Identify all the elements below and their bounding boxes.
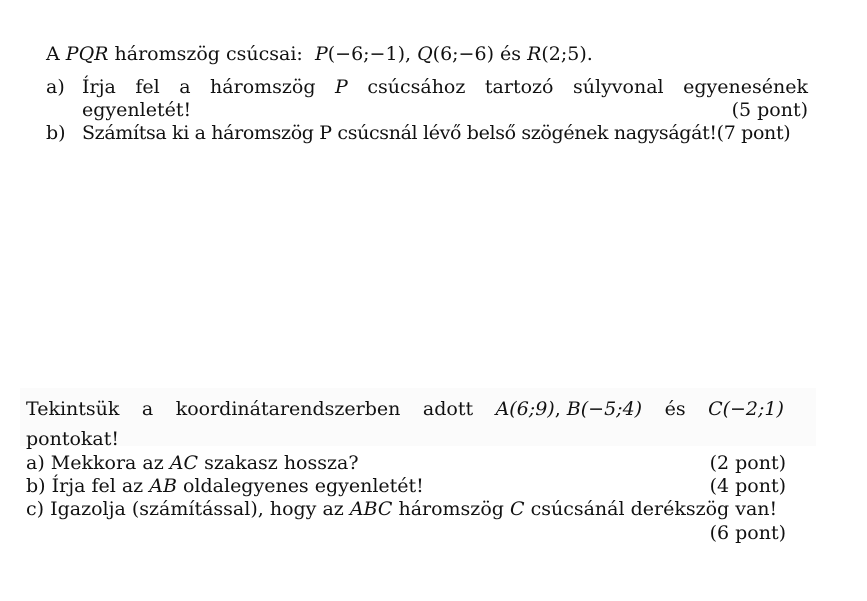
problem-1-b-text [82, 122, 790, 144]
point-a: A(6;9) [495, 398, 555, 420]
text: szakasz hossza? [204, 452, 359, 474]
subtask-label: b) [46, 122, 66, 144]
triangle-name: ABC [349, 498, 393, 520]
vertex-name: C [509, 498, 525, 520]
segment-name: AC [169, 452, 199, 474]
vertex-r-coords: (2;5) [541, 43, 587, 65]
problem-1-a-text [82, 76, 808, 98]
problem-2-c-points [710, 522, 786, 544]
vertex-p-name: P [314, 43, 328, 65]
comma: , [554, 398, 561, 420]
intro-cont: pontokat! [26, 428, 120, 450]
subtask-label: a) [46, 76, 65, 98]
problem-1-b-label [46, 122, 66, 144]
point-c: C(−2;1) [708, 398, 784, 420]
problem-2-intro [26, 398, 784, 420]
word: egyenesének [683, 76, 808, 98]
subtask-text: Számítsa ki a háromszög P csúcsnál lévő belső szögének nagyságát!(7 pont) [82, 122, 791, 144]
problem-2-a [26, 452, 786, 474]
problem-1-a-cont [82, 99, 808, 121]
word: tartozó [484, 76, 554, 98]
word: háromszög [210, 76, 316, 98]
word: P [335, 76, 348, 98]
text: háromszög [398, 498, 504, 520]
triangle-name: PQR [65, 43, 109, 65]
points-badge: (5 pont) [731, 99, 808, 121]
word: csúcsához [367, 76, 466, 98]
word: fel [135, 76, 160, 98]
problem-2-intro-cont [26, 428, 119, 450]
word: adott [422, 398, 474, 420]
problem-2-c [26, 498, 777, 520]
points-badge: (2 pont) [709, 452, 786, 474]
intro-text: háromszög csúcsai: [114, 43, 303, 65]
text: c) Igazolja (számítással), hogy az [26, 498, 344, 520]
text: csúcsánál derékszög van! [530, 498, 778, 520]
text: a) Mekkora az [26, 452, 164, 474]
word: súlyvonal [573, 76, 664, 98]
vertex-q-name: Q [417, 43, 433, 65]
word: Írja [82, 76, 116, 98]
points-badge: (4 pont) [709, 475, 786, 497]
text: b) Írja fel az [26, 475, 144, 497]
word: a [141, 398, 154, 420]
word: a [179, 76, 191, 98]
intro-prefix: A [46, 43, 60, 65]
problem-1-a-label [46, 76, 65, 98]
subtask-text [26, 475, 424, 497]
vertex-r-name: R [527, 43, 542, 65]
word: koordinátarendszerben [175, 398, 401, 420]
point-a-and-b [496, 398, 643, 420]
problem-1-intro [46, 43, 593, 65]
word: Tekintsük [26, 398, 120, 420]
points-badge: (6 pont) [709, 522, 786, 544]
point-b: B(−5;4) [566, 398, 643, 420]
conjunction: és [664, 398, 686, 420]
text: oldalegyenes egyenletét! [182, 475, 424, 497]
separator: , [404, 43, 412, 65]
segment-name: AB [149, 475, 177, 497]
end-dot: . [586, 43, 593, 65]
conjunction: és [500, 43, 522, 65]
vertex-q-coords: (6;−6) [432, 43, 494, 65]
subtask-text-cont: egyenletét! [82, 99, 192, 121]
problem-2-b [26, 475, 786, 497]
subtask-text [26, 452, 359, 474]
vertex-p-coords: (−6;−1) [327, 43, 405, 65]
